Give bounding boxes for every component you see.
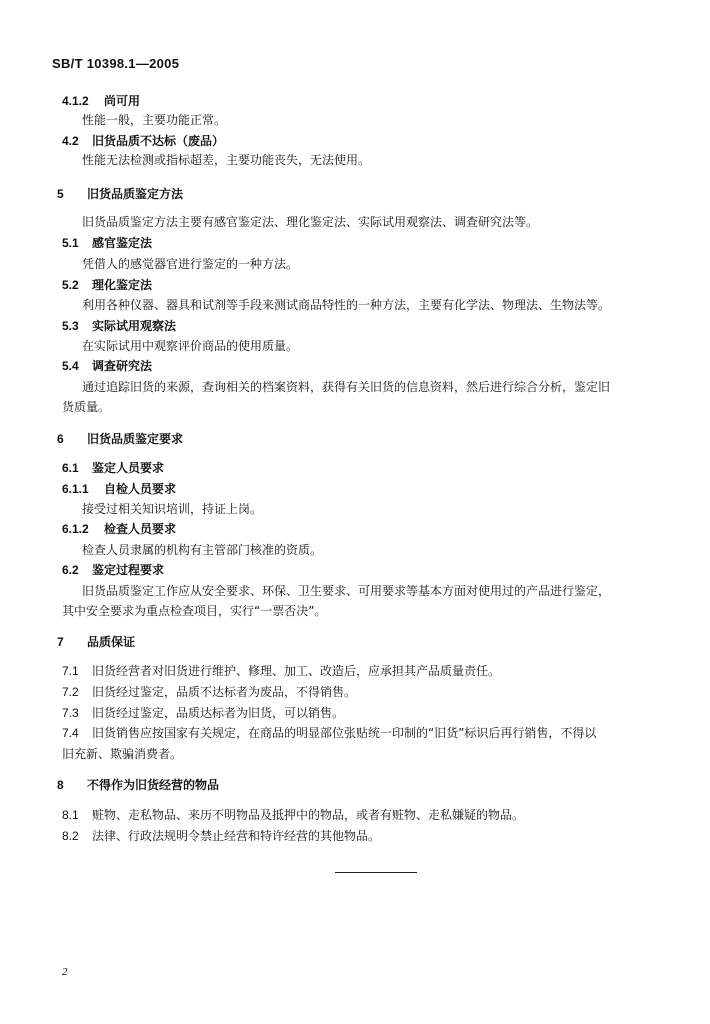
clause-6-1-2-heading: 6.1.2 检查人员要求 bbox=[62, 522, 177, 536]
clause-5-2-heading: 5.2 理化鉴定法 bbox=[62, 278, 153, 292]
clause-7-1: 7.1 旧货经营者对旧货进行维护、修理、加工、改造后，应承担其产品质量责任。 bbox=[62, 664, 501, 678]
end-of-document-rule bbox=[335, 872, 417, 873]
clause-5-1-heading: 5.1 感官鉴定法 bbox=[62, 236, 153, 250]
clause-6-1-heading: 6.1 鉴定人员要求 bbox=[62, 461, 165, 475]
clause-5-3-text: 在实际试用中观察评价商品的使用质量。 bbox=[82, 339, 299, 353]
clause-6-2-text-line2: 其中安全要求为重点检查项目，实行“一票否决”。 bbox=[62, 604, 327, 618]
clause-5-3-heading: 5.3 实际试用观察法 bbox=[62, 319, 177, 333]
clause-5-1-text: 凭借人的感觉器官进行鉴定的一种方法。 bbox=[82, 257, 299, 271]
section-5-intro: 旧货品质鉴定方法主要有感官鉴定法、理化鉴定法、实际试用观察法、调查研究法等。 bbox=[82, 215, 539, 229]
clause-8-1: 8.1 赃物、走私物品、来历不明物品及抵押中的物品，或者有赃物、走私嫌疑的物品。 bbox=[62, 808, 525, 822]
clause-6-1-2-text: 检查人员隶属的机构有主管部门核准的资质。 bbox=[82, 543, 323, 557]
clause-5-4-heading: 5.4 调查研究法 bbox=[62, 359, 153, 373]
clause-6-1-1-text: 接受过相关知识培训，持证上岗。 bbox=[82, 502, 263, 516]
section-6-heading: 6 旧货品质鉴定要求 bbox=[57, 432, 184, 446]
clause-4-2-text: 性能无法检测或指标超差，主要功能丧失，无法使用。 bbox=[82, 153, 371, 167]
clause-8-2: 8.2 法律、行政法规明令禁止经营和特许经营的其他物品。 bbox=[62, 829, 381, 843]
page-number: 2 bbox=[62, 966, 68, 978]
clause-7-4-line1: 7.4 旧货销售应按国家有关规定，在商品的明显部位张贴统一印制的“旧货”标识后再行销售，不得以 bbox=[62, 726, 597, 740]
clause-6-2-text-line1: 旧货品质鉴定工作应从安全要求、环保、卫生要求、可用要求等基本方面对使用过的产品进行鉴定， bbox=[82, 584, 611, 598]
clause-4-1-2-text: 性能一般，主要功能正常。 bbox=[82, 113, 227, 127]
clause-6-2-heading: 6.2 鉴定过程要求 bbox=[62, 563, 165, 577]
clause-5-4-text-line1: 通过追踪旧货的来源，查询相关的档案资料，获得有关旧货的信息资料，然后进行综合分析，鉴定旧 bbox=[82, 380, 611, 394]
section-7-heading: 7 品质保证 bbox=[57, 635, 136, 649]
clause-7-3: 7.3 旧货经过鉴定，品质达标者为旧货，可以销售。 bbox=[62, 706, 345, 720]
clause-6-1-1-heading: 6.1.1 自检人员要求 bbox=[62, 482, 177, 496]
clause-7-2: 7.2 旧货经过鉴定，品质不达标者为废品，不得销售。 bbox=[62, 685, 357, 699]
clause-5-4-text-line2: 货质量。 bbox=[62, 400, 111, 414]
clause-7-4-line2: 旧充新、欺骗消费者。 bbox=[62, 747, 183, 761]
clause-5-2-text: 利用各种仪器、器具和试剂等手段来测试商品特性的一种方法，主要有化学法、物理法、生物法等。 bbox=[82, 298, 611, 312]
section-8-heading: 8 不得作为旧货经营的物品 bbox=[57, 778, 220, 792]
section-5-heading: 5 旧货品质鉴定方法 bbox=[57, 187, 184, 201]
clause-4-1-2-heading: 4.1.2 尚可用 bbox=[62, 94, 141, 108]
clause-4-2-heading: 4.2 旧货品质不达标（废品） bbox=[62, 134, 225, 148]
standard-code-header: SB/T 10398.1—2005 bbox=[52, 56, 180, 71]
